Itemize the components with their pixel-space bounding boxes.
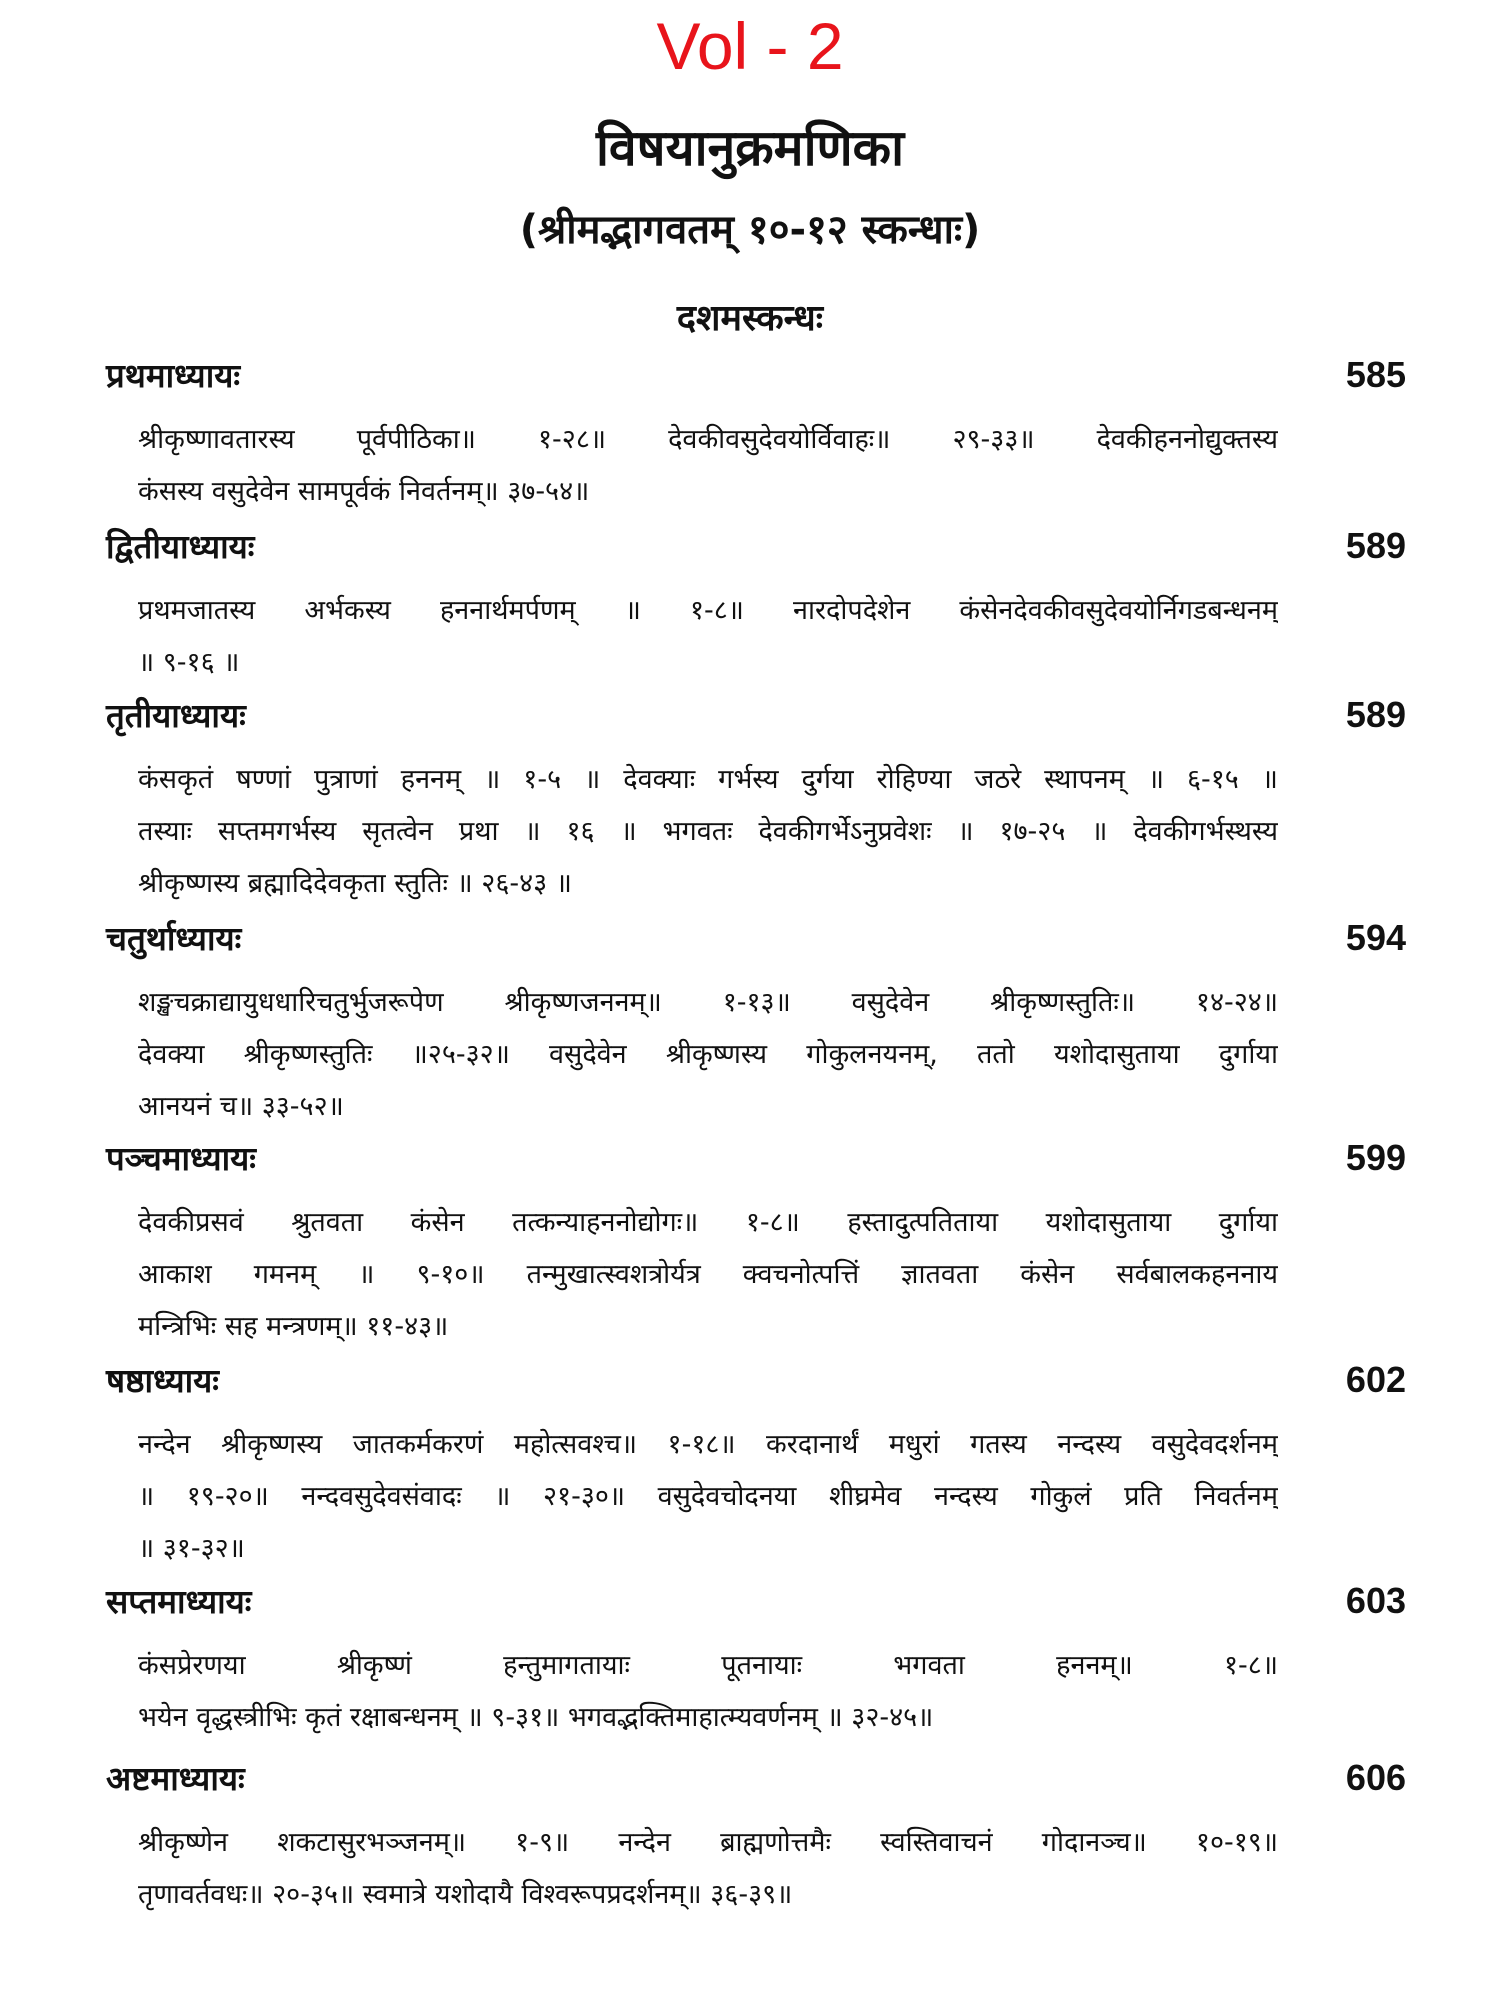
summary-line: कंसस्य वसुदेवेन सामपूर्वकं निवर्तनम्॥ ३७-५४॥ — [138, 476, 590, 507]
chapter-heading — [106, 1578, 1406, 1628]
chapter-summary — [138, 414, 1278, 518]
summary-line: तृणावर्तवधः॥ २०-३५॥ स्वमात्रे यशोदायै विश्वरूपप्रदर्शनम्॥ ३६-३९॥ — [138, 1879, 793, 1910]
chapter-heading — [106, 523, 1406, 573]
chapter-entry — [106, 1357, 1406, 1575]
summary-line: देवकीप्रसवं श्रुतवता कंसेन तत्कन्याहननोद्योगः॥ १-८॥ हस्तादुत्पतिताया यशोदासुताया दुर्गाया — [138, 1207, 1278, 1238]
summary-line: श्रीकृष्णावतारस्य पूर्वपीठिका॥ १-२८॥ देवकीवसुदेवयोर्विवाहः॥ २९-३३॥ देवकीहननोद्युक्तस्य — [138, 424, 1278, 455]
summary-line: कंसप्रेरणया श्रीकृष्णं हन्तुमागतायाः पूतनायाः भगवता हननम्॥ १-८॥ — [138, 1650, 1278, 1681]
chapter-entry — [106, 523, 1406, 689]
chapter-page-number: 594 — [1345, 917, 1406, 958]
chapter-summary — [138, 1817, 1278, 1921]
chapter-name: अष्टमाध्यायः — [106, 1759, 245, 1798]
summary-line: देवक्या श्रीकृष्णस्तुतिः ॥२५-३२॥ वसुदेवेन श्रीकृष्णस्य गोकुलनयनम्, ततो यशोदासुताया दुर्गाया — [138, 1039, 1278, 1070]
chapter-summary — [138, 1197, 1278, 1353]
chapter-entry — [106, 1755, 1406, 1921]
summary-line: श्रीकृष्णेन शकटासुरभञ्जनम्॥ १-९॥ नन्देन ब्राह्मणोत्तमैः स्वस्तिवाचनं गोदानञ्च॥ १०-१९॥ — [138, 1827, 1278, 1858]
chapter-page-number: 589 — [1345, 525, 1406, 566]
chapter-name: तृतीयाध्यायः — [106, 696, 246, 735]
summary-line: ॥ ३१-३२॥ — [138, 1533, 245, 1564]
summary-line: ॥ ९-१६ ॥ — [138, 647, 240, 678]
chapter-name: षष्ठाध्यायः — [106, 1361, 219, 1400]
summary-line: प्रथमजातस्य अर्भकस्य हननार्थमर्पणम् ॥ १-८॥ नारदोपदेशेन कंसेनदेवकीवसुदेवयोर्निगडबन्धनम् — [138, 595, 1278, 626]
summary-line: शङ्खचक्राद्यायुधधारिचतुर्भुजरूपेण श्रीकृष्णजननम्॥ १-१३॥ वसुदेवेन श्रीकृष्णस्तुतिः॥ १४-२४॥ — [138, 987, 1278, 1018]
summary-line: मन्त्रिभिः सह मन्त्रणम्॥ ११-४३॥ — [138, 1311, 449, 1342]
chapter-summary — [138, 977, 1278, 1133]
section-heading: दशमस्कन्धः — [676, 298, 824, 339]
chapter-heading — [106, 692, 1406, 742]
chapter-name: पञ्चमाध्यायः — [106, 1139, 256, 1178]
chapter-page-number: 599 — [1345, 1137, 1406, 1178]
chapter-heading — [106, 915, 1406, 965]
chapter-name: द्वितीयाध्यायः — [106, 527, 255, 566]
chapter-name: चतुर्थाध्यायः — [106, 919, 242, 958]
summary-line: ॥ १९-२०॥ नन्दवसुदेवसंवादः ॥ २१-३०॥ वसुदेवचोदनया शीघ्रमेव नन्दस्य गोकुलं प्रति निवर्तनम् — [138, 1481, 1278, 1512]
chapter-page-number: 585 — [1345, 354, 1406, 395]
chapter-page-number: 589 — [1345, 694, 1406, 735]
page-title: विषयानुक्रमणिका — [595, 119, 905, 177]
summary-line: श्रीकृष्णस्य ब्रह्मादिदेवकृता स्तुतिः ॥ २६-४३ ॥ — [138, 868, 572, 899]
chapter-summary — [138, 585, 1278, 689]
chapter-summary — [138, 1640, 1278, 1744]
chapter-summary — [138, 754, 1278, 910]
chapter-heading — [106, 1755, 1406, 1805]
chapter-heading — [106, 1357, 1406, 1407]
chapter-entry — [106, 692, 1406, 910]
summary-line: आकाश गमनम् ॥ ९-१०॥ तन्मुखात्स्वशत्रोर्यत्र क्वचनोत्पत्तिं ज्ञातवता कंसेन सर्वबालकहननाय — [138, 1259, 1278, 1290]
summary-line: भयेन वृद्धस्त्रीभिः कृतं रक्षाबन्धनम् ॥ ९-३१॥ भगवद्भक्तिमाहात्म्यवर्णनम् ॥ ३२-४५॥ — [138, 1702, 934, 1733]
page-subtitle: (श्रीमद्भागवतम् १०-१२ स्कन्धाः) — [519, 207, 981, 253]
chapter-entry — [106, 1578, 1406, 1744]
volume-label: Vol - 2 — [656, 9, 844, 83]
chapter-heading — [106, 352, 1406, 402]
chapter-name: सप्तमाध्यायः — [106, 1582, 252, 1621]
chapter-entry — [106, 352, 1406, 518]
chapter-heading — [106, 1135, 1406, 1185]
chapter-entry — [106, 1135, 1406, 1353]
chapter-page-number: 602 — [1345, 1359, 1406, 1400]
summary-line: तस्याः सप्तमगर्भस्य सृतत्वेन प्रथा ॥ १६ ॥ भगवतः देवकीगर्भेऽनुप्रवेशः ॥ १७-२५ ॥ देवकीगर्भस्थस्य — [138, 816, 1278, 847]
summary-line: नन्देन श्रीकृष्णस्य जातकर्मकरणं महोत्सवश्च॥ १-१८॥ करदानार्थं मधुरां गतस्य नन्दस्य वसुदेवदर्शनम् — [138, 1429, 1278, 1460]
chapter-entry — [106, 915, 1406, 1133]
chapter-summary — [138, 1419, 1278, 1575]
summary-line: कंसकृतं षण्णां पुत्राणां हननम् ॥ १-५ ॥ देवक्याः गर्भस्य दुर्गया रोहिण्या जठरे स्थापनम् ॥ ६-१५ ॥ — [138, 764, 1278, 795]
chapter-page-number: 606 — [1345, 1757, 1406, 1798]
chapter-page-number: 603 — [1345, 1580, 1406, 1621]
summary-line: आनयनं च॥ ३३-५२॥ — [138, 1091, 344, 1122]
chapter-name: प्रथमाध्यायः — [106, 356, 241, 395]
